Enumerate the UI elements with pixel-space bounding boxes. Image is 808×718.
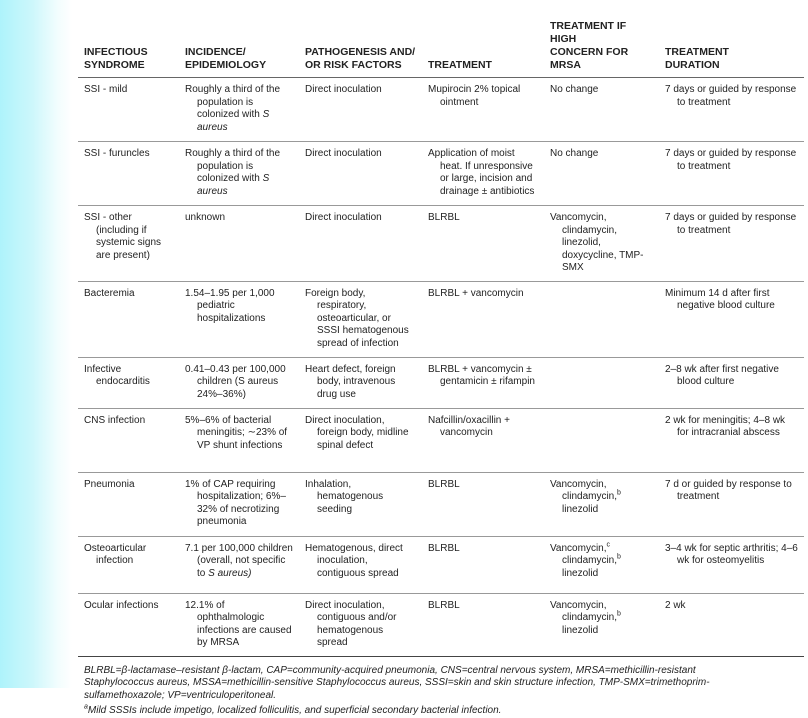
cell-incidence: 5%–6% of bacterial meningitis; ∼23% of VP shunt infections	[179, 408, 299, 472]
cell-syndrome: SSI - mild	[78, 78, 179, 142]
cell-pathogenesis: Hematogenous, direct inoculation, contiguous spread	[299, 536, 422, 593]
cell-duration: 2 wk	[659, 593, 804, 656]
cell-syndrome: Pneumonia	[78, 472, 179, 536]
cell-pathogenesis: Inhalation, hematogenous seeding	[299, 472, 422, 536]
table-row	[78, 142, 804, 206]
cell-duration: 7 d or guided by response to treatment	[659, 472, 804, 536]
cell-pathogenesis: Foreign body, respiratory, osteoarticular, or SSSI hematogenous spread of infection	[299, 281, 422, 357]
cell-duration: Minimum 14 d after first negative blood culture	[659, 281, 804, 357]
cell-syndrome: Ocular infections	[78, 593, 179, 656]
footnote-marker: b	[617, 610, 621, 618]
cell-pathogenesis: Direct inoculation	[299, 142, 422, 206]
cell-incidence: 7.1 per 100,000 children (overall, not specific to S aureus)	[179, 536, 299, 593]
table-row	[78, 206, 804, 282]
cell-incidence: 12.1% of ophthalmologic infections are caused by MRSA	[179, 593, 299, 656]
cell-duration: 2 wk for meningitis; 4–8 wk for intracranial abscess	[659, 408, 804, 472]
cell-treatment-mrsa	[544, 281, 659, 357]
table-row	[78, 536, 804, 593]
cell-incidence: 0.41–0.43 per 100,000 children (S aureus 24%–36%)	[179, 357, 299, 408]
cell-treatment-mrsa	[544, 357, 659, 408]
header-infectious-syndrome: INFECTIOUS SYNDROME	[78, 0, 179, 78]
cell-duration: 2–8 wk after first negative blood culture	[659, 357, 804, 408]
cell-treatment-mrsa: Vancomycin,$^c$ clindamycin,$^b$ linezolid	[544, 536, 659, 593]
cell-treatment: BLRBL	[422, 472, 544, 536]
cell-syndrome: Bacteremia	[78, 281, 179, 357]
cell-duration: 3–4 wk for septic arthritis; 4–6 wk for osteomyelitis	[659, 536, 804, 593]
abbreviations-footnote: BLRBL=β-lactamase–resistant β-lactam, CAP=community-acquired pneumonia, CNS=central nervous system, MRSA=methicillin-resistant Staphylococcus aureus, MSSA=methicillin-sensitive Staphylococcus aureus, SSSI=skin and skin structure infection, TMP-SMX=trimethoprim- sulfamethoxazole; VP=ventriculoperitoneal.	[84, 664, 710, 701]
cell-treatment-mrsa	[544, 408, 659, 472]
cell-treatment: BLRBL	[422, 206, 544, 282]
cell-pathogenesis: Direct inoculation	[299, 78, 422, 142]
cell-duration: 7 days or guided by response to treatment	[659, 206, 804, 282]
cell-incidence: 1.54–1.95 per 1,000 pediatric hospitalizations	[179, 281, 299, 357]
cell-treatment-mrsa: Vancomycin, clindamycin, linezolid, doxycycline, TMP-SMX	[544, 206, 659, 282]
table-row	[78, 472, 804, 536]
cell-incidence: 1% of CAP requiring hospitalization; 6%–32% of necrotizing pneumonia	[179, 472, 299, 536]
cell-incidence: Roughly a third of the population is colonized with S aureus	[179, 78, 299, 142]
cell-treatment: BLRBL + vancomycin ± gentamicin ± rifampin	[422, 357, 544, 408]
cell-pathogenesis: Heart defect, foreign body, intravenous drug use	[299, 357, 422, 408]
table-row	[78, 593, 804, 656]
cell-treatment: BLRBL + vancomycin	[422, 281, 544, 357]
footnote-marker: c	[606, 541, 611, 549]
cell-treatment: Mupirocin 2% topical ointment	[422, 78, 544, 142]
cell-pathogenesis: Direct inoculation, foreign body, midline spinal defect	[299, 408, 422, 472]
table-footnotes	[78, 657, 804, 718]
cell-duration: 7 days or guided by response to treatment	[659, 142, 804, 206]
mrsa-syndromes-table	[78, 0, 804, 657]
cell-treatment: Nafcillin/oxacillin + vancomycin	[422, 408, 544, 472]
left-color-band	[0, 0, 72, 688]
table-row	[78, 408, 804, 472]
cell-syndrome: Osteoarticular infection	[78, 536, 179, 593]
header-incidence: INCIDENCE/ EPIDEMIOLOGY	[179, 0, 299, 78]
header-pathogenesis: PATHOGENESIS AND/ OR RISK FACTORS	[299, 0, 422, 78]
header-treatment-mrsa: TREATMENT IF HIGH CONCERN FOR MRSA	[544, 0, 659, 78]
cell-syndrome: SSI - other (including if systemic signs are present)	[78, 206, 179, 282]
cell-syndrome: SSI - furuncles	[78, 142, 179, 206]
header-treatment-duration: TREATMENT DURATION	[659, 0, 804, 78]
cell-pathogenesis: Direct inoculation	[299, 206, 422, 282]
table-header-row	[78, 0, 804, 78]
cell-treatment: Application of moist heat. If unresponsive or large, incision and drainage ± antibiotics	[422, 142, 544, 206]
cell-treatment-mrsa: No change	[544, 78, 659, 142]
cell-treatment: BLRBL	[422, 536, 544, 593]
cell-treatment-mrsa: Vancomycin, clindamycin,$^b$ linezolid	[544, 593, 659, 656]
footnote-marker: b	[617, 489, 621, 497]
cell-treatment-mrsa: No change	[544, 142, 659, 206]
cell-treatment-mrsa: Vancomycin, clindamycin,$^b$ linezolid	[544, 472, 659, 536]
header-treatment: TREATMENT	[422, 0, 544, 78]
cell-duration: 7 days or guided by response to treatment	[659, 78, 804, 142]
table-row	[78, 78, 804, 142]
cell-treatment: BLRBL	[422, 593, 544, 656]
cell-incidence: Roughly a third of the population is colonized with S aureus	[179, 142, 299, 206]
table-row	[78, 357, 804, 408]
cell-syndrome: Infective endocarditis	[78, 357, 179, 408]
cell-syndrome: CNS infection	[78, 408, 179, 472]
footnote-a: $^a$Mild SSSIs include impetigo, localized folliculitis, and superficial secondary bacterial infection.	[84, 703, 502, 716]
document-page	[78, 0, 804, 718]
cell-pathogenesis: Direct inoculation, contiguous and/or hematogenous spread	[299, 593, 422, 656]
cell-incidence: unknown	[179, 206, 299, 282]
footnote-marker: b	[617, 553, 621, 561]
table-row	[78, 281, 804, 357]
